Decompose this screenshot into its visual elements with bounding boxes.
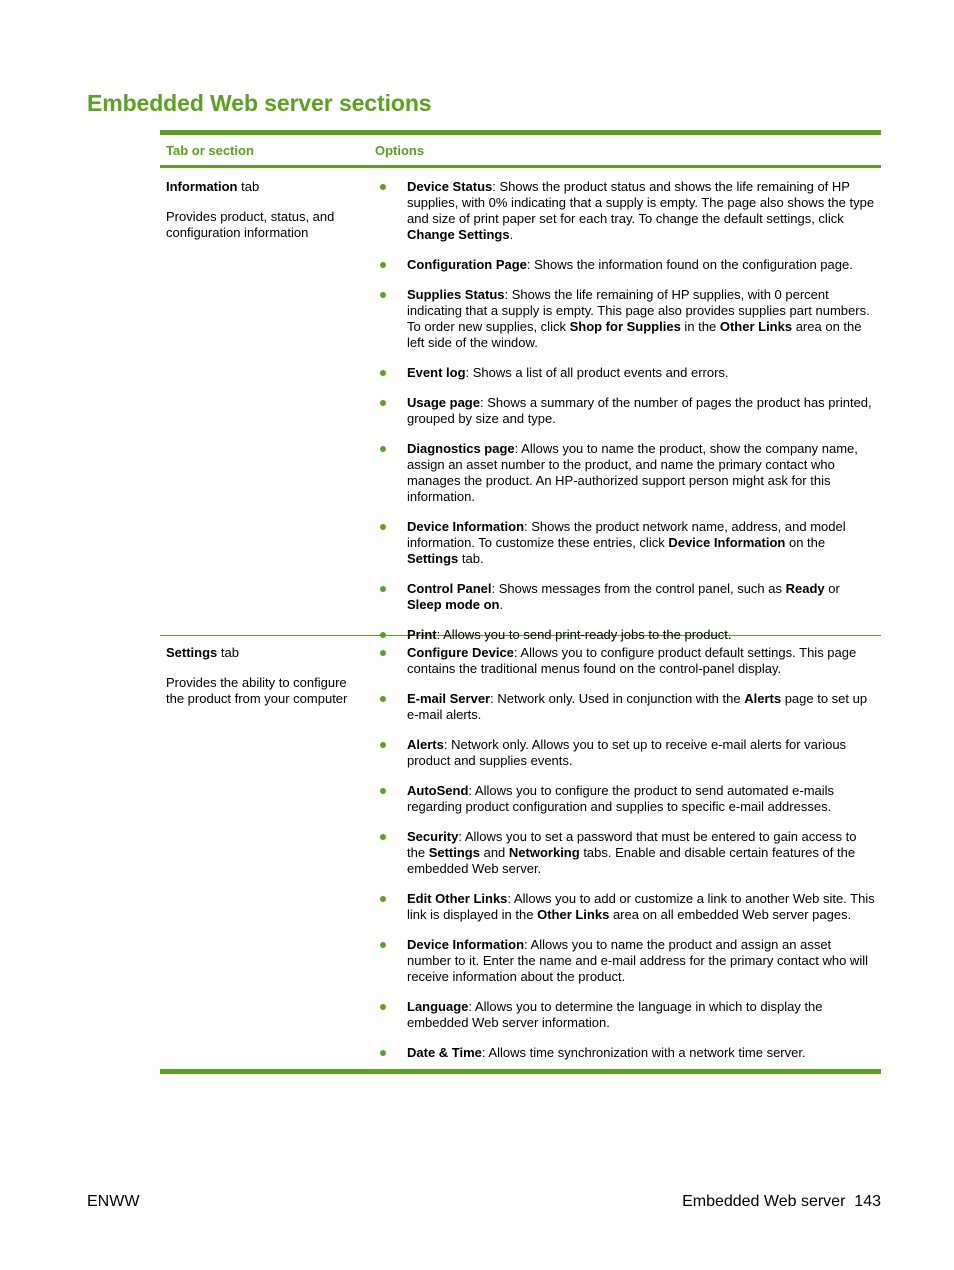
option-text: : Shows a summary of the number of pages the product has printed, grouped by size and type. [407, 395, 872, 426]
option-text: area on the left side of the window. [407, 319, 862, 350]
option-item [375, 999, 877, 1031]
option-text: . [509, 227, 514, 242]
option-term: Control Panel [407, 581, 492, 596]
option-item [375, 1045, 877, 1061]
option-text: tabs. Enable and disable certain features of the embedded Web server. [407, 845, 856, 876]
footer-right [682, 1193, 881, 1211]
tab-name: Settings [166, 645, 218, 660]
option-term: Device Information [668, 535, 786, 550]
bullet-icon [380, 446, 386, 452]
option-text: : Allows you to name the product and assign an asset number to it. Enter the name and e-mail address for the primary contact who will receive information about the product. [407, 937, 868, 984]
tab-cell [160, 645, 369, 1069]
option-term: Settings [407, 551, 459, 566]
option-text: : Allows you to configure the product to send automated e-mails regarding product configuration and supplies to specific e-mail addresses. [407, 783, 835, 814]
option-term: Ready [785, 581, 825, 596]
table-row-information [160, 168, 881, 642]
option-item [375, 645, 877, 677]
option-text: : Network only. Used in conjunction with the [490, 691, 745, 706]
option-term: Security [407, 829, 459, 844]
option-term: E-mail Server [407, 691, 491, 706]
bullet-icon [380, 1050, 386, 1056]
sections-table [160, 130, 881, 1074]
bullet-icon [380, 632, 386, 638]
option-text: : Allows time synchronization with a network time server. [481, 1045, 806, 1060]
option-term: Supplies Status [407, 287, 505, 302]
option-term: Networking [508, 845, 580, 860]
table-bottom-rule [160, 1069, 881, 1074]
option-text: : Allows you to add or customize a link to another Web site. This link is displayed in the [407, 891, 875, 922]
bullet-icon [380, 370, 386, 376]
options-list [375, 179, 877, 643]
option-text: : Allows you to set a password that must be entered to gain access to the [407, 829, 857, 860]
option-text: : Allows you to send print-ready jobs to the product. [436, 627, 732, 642]
option-text: : Shows the information found on the configuration page. [526, 257, 853, 272]
bullet-icon [380, 184, 386, 190]
option-item [375, 737, 877, 769]
option-item [375, 365, 877, 381]
option-term: Date & Time [407, 1045, 482, 1060]
bullet-icon [380, 650, 386, 656]
option-text: : Shows the product status and shows the life remaining of HP supplies, with 0% indicating that a supply is empty. The page also shows the type and size of print paper set for each tray. To change the default settings, click [407, 179, 875, 226]
option-text: : Shows a list of all product events and errors. [465, 365, 729, 380]
option-term: Settings [428, 845, 480, 860]
tab-description: Provides product, status, and configuration information [166, 209, 335, 240]
options-cell [369, 179, 881, 642]
bullet-icon [380, 400, 386, 406]
option-term: Print [407, 627, 437, 642]
option-term: Other Links [719, 319, 793, 334]
option-text: area on all embedded Web server pages. [609, 907, 852, 922]
column-header-tab: Tab or section [166, 142, 254, 158]
options-cell [369, 645, 881, 1069]
footer-left: ENWW [87, 1193, 140, 1210]
option-term: Alerts [407, 737, 444, 752]
option-text: : Shows the life remaining of HP supplies, with 0 percent indicating that a supply is empty. This page also provides supplies part numbers. To order new supplies, click [407, 287, 870, 334]
tab-suffix: tab [237, 179, 260, 194]
option-item [375, 691, 877, 723]
column-header-options: Options [375, 142, 425, 158]
option-text: : Shows messages from the control panel, such as [491, 581, 786, 596]
option-term: Language [407, 999, 469, 1014]
page-number: 143 [854, 1193, 881, 1210]
option-item [375, 395, 877, 427]
option-text: : Allows you to configure product default settings. This page contains the traditional menus found on the control-panel display. [407, 645, 857, 676]
option-text: : Allows you to determine the language in which to display the embedded Web server information. [407, 999, 823, 1030]
page-title: Embedded Web server sections [87, 90, 432, 116]
option-text: tab. [458, 551, 484, 566]
options-list [375, 645, 877, 1061]
option-term: Alerts [744, 691, 782, 706]
table-header [160, 135, 881, 165]
option-item [375, 179, 877, 243]
option-term: Device Status [407, 179, 493, 194]
bullet-icon [380, 896, 386, 902]
option-item [375, 937, 877, 985]
option-term: Sleep mode on [407, 597, 500, 612]
option-term: Edit Other Links [407, 891, 508, 906]
tab-description: Provides the ability to configure the product from your computer [166, 675, 348, 706]
option-item [375, 581, 877, 613]
option-term: Configure Device [407, 645, 514, 660]
bullet-icon [380, 292, 386, 298]
option-text: : Shows the product network name, address, and model information. To customize these entries, click [407, 519, 846, 550]
option-item [375, 783, 877, 815]
bullet-icon [380, 742, 386, 748]
option-term: Shop for Supplies [569, 319, 681, 334]
bullet-icon [380, 788, 386, 794]
option-item [375, 627, 877, 643]
option-item [375, 287, 877, 351]
option-text: or [824, 581, 840, 596]
option-item [375, 257, 877, 273]
tab-name: Information [166, 179, 238, 194]
option-term: Device Information [407, 519, 525, 534]
bullet-icon [380, 262, 386, 268]
bullet-icon [380, 524, 386, 530]
option-item [375, 891, 877, 923]
option-text: page to set up e-mail alerts. [407, 691, 868, 722]
option-text: : Network only. Allows you to set up to receive e-mail alerts for various product and supplies events. [407, 737, 847, 768]
footer-section: Embedded Web server [682, 1193, 846, 1210]
option-item [375, 519, 877, 567]
option-text: in the [680, 319, 720, 334]
option-item [375, 829, 877, 877]
table-row-settings [160, 636, 881, 1069]
tab-suffix: tab [217, 645, 239, 660]
option-text: : Allows you to name the product, show the company name, assign an asset number to the product, and name the primary contact who manages the product. An HP-authorized support person might ask for this information. [407, 441, 858, 504]
option-term: Device Information [407, 937, 525, 952]
bullet-icon [380, 942, 386, 948]
bullet-icon [380, 1004, 386, 1010]
option-text: . [499, 597, 504, 612]
bullet-icon [380, 834, 386, 840]
option-text: and [479, 845, 509, 860]
option-term: Other Links [537, 907, 610, 922]
option-text: on the [785, 535, 826, 550]
option-term: AutoSend [407, 783, 469, 798]
option-item [375, 441, 877, 505]
bullet-icon [380, 696, 386, 702]
option-term: Change Settings [407, 227, 510, 242]
option-term: Event log [407, 365, 466, 380]
option-term: Usage page [407, 395, 480, 410]
option-term: Configuration Page [407, 257, 527, 272]
option-term: Diagnostics page [407, 441, 515, 456]
tab-cell [160, 179, 369, 635]
bullet-icon [380, 586, 386, 592]
